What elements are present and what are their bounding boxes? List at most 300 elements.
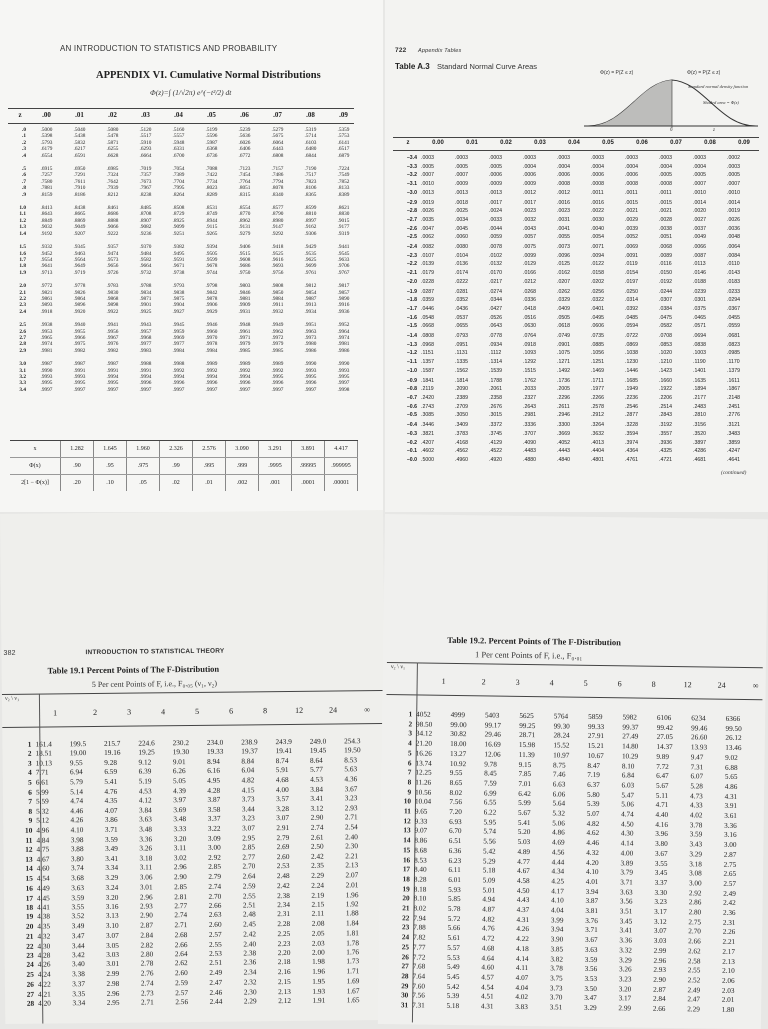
table-cell: .8365	[304, 191, 317, 198]
row-label: 24	[26, 960, 34, 970]
table-cell: .0392	[625, 305, 638, 312]
table-row	[395, 296, 761, 305]
table-cell: .0011	[625, 189, 638, 196]
table-cell: 18.00	[450, 740, 467, 749]
table-cell: .4562	[455, 448, 468, 455]
table-cell: 4.96	[36, 825, 50, 835]
table-cell: 2.99	[618, 1004, 632, 1013]
column-header: 24	[329, 705, 338, 715]
table-cell: 4.10	[70, 824, 84, 834]
table-cell: .0268	[523, 288, 536, 295]
table-cell: 3.29	[619, 955, 632, 965]
table-cell: .3446	[421, 422, 434, 429]
table-cell: 2.17	[722, 947, 736, 956]
table-cell: 4.28	[207, 785, 221, 795]
table-cell: 6.63	[552, 780, 566, 789]
table-cell: .9920	[73, 308, 86, 315]
table-cell: 2.81	[174, 891, 188, 901]
table-cell: .0170	[489, 270, 502, 277]
table-cell: .2389	[455, 394, 468, 401]
table-cell: .0102	[489, 252, 502, 259]
table-cell: 2.31	[277, 909, 291, 919]
table-cell: .9177	[337, 224, 350, 231]
table-cell: .5753	[337, 133, 350, 140]
table-cell: 3.20	[618, 984, 632, 994]
table-cell: 4.41	[37, 902, 50, 912]
table-cell: 12.25	[415, 768, 432, 777]
table-cell: 15.21	[587, 741, 604, 751]
axis-zero-label: 0	[670, 128, 673, 133]
table-cell: 161.4	[35, 739, 52, 749]
table-cell: .8461	[106, 205, 119, 212]
row-label: −2.7	[406, 216, 417, 223]
table-cell: 2.90	[173, 871, 187, 881]
table-cell: 13.46	[725, 743, 742, 753]
table-cell: .9994	[106, 374, 119, 380]
column-header: 4	[549, 678, 554, 688]
table-cell: .0104	[455, 252, 468, 259]
table-cell: .9842	[205, 289, 218, 296]
table-cell: .9988	[139, 361, 152, 368]
table-cell: .9616	[271, 256, 284, 263]
table-cell: 2.80	[688, 908, 702, 917]
table-cell: 4.26	[37, 959, 51, 969]
table-cell: 5.09	[482, 876, 496, 885]
table-cell: .0129	[523, 261, 536, 268]
table-cell: 4.58	[517, 876, 530, 886]
table-cell: 4.94	[482, 895, 496, 904]
table-title: Table A.3	[395, 62, 430, 71]
table-cell: 2.85	[242, 842, 256, 852]
table-cell: .02	[160, 475, 193, 491]
table-cell: .1587	[421, 367, 434, 374]
table-cell: 4.00	[620, 849, 634, 858]
table-cell: .9922	[106, 308, 119, 315]
table-cell: .0003	[421, 155, 434, 161]
table-cell: .9995	[106, 380, 119, 387]
table-cell: 4052	[416, 710, 431, 719]
table-cell: .4801	[591, 456, 604, 463]
table-cell: 2.34	[243, 967, 257, 977]
table-cell: 3.94	[550, 925, 564, 934]
table-title: Table 19.2. Percent Points of The F-Distribution	[447, 634, 621, 648]
table-cell: 2.01	[721, 996, 735, 1005]
row-label: −1.8	[406, 297, 417, 304]
table-cell: 4.46	[586, 838, 600, 848]
normal-area-table-body	[395, 154, 761, 465]
table-cell: 6366	[725, 714, 741, 723]
table-cell: .9896	[73, 302, 86, 309]
table-cell: .4325	[659, 448, 672, 455]
table-cell: .9987	[40, 361, 53, 368]
table-cell: .9989	[271, 361, 284, 368]
table-cell: .4404	[591, 448, 604, 455]
table-cell: .9991	[106, 367, 119, 374]
table-cell: 3.33	[173, 823, 187, 833]
table-cell: .8925	[172, 217, 185, 224]
table-cell: 18.51	[35, 748, 52, 759]
table-cell: 2.87	[140, 920, 154, 930]
table-cell: 6.22	[483, 808, 497, 817]
table-cell: 2.05	[311, 928, 325, 938]
table-cell: .9979	[238, 341, 251, 348]
running-head: INTRODUCTION TO STATISTICAL THEORY	[85, 647, 225, 657]
table-cell: .5517	[139, 133, 152, 140]
table-cell: .0222	[455, 278, 468, 285]
table-cell: 3.97	[173, 795, 187, 805]
table-cell: 4.50	[620, 820, 634, 829]
table-cell: .5199	[205, 127, 218, 133]
table-cell: .3050	[455, 412, 468, 419]
table-cell: 3.80	[655, 839, 668, 849]
table-cell: 99.37	[622, 723, 639, 732]
table-cell: 4.60	[36, 863, 50, 873]
table-cell: .0150	[659, 270, 672, 277]
table-cell: 5982	[622, 713, 637, 722]
row-label: 6	[407, 758, 412, 767]
table-cell: .0006	[625, 172, 638, 179]
table-cell: 2.78	[140, 958, 154, 968]
table-cell: .9884	[271, 295, 284, 302]
table-cell: .0655	[455, 323, 468, 330]
table-cell: .9678	[205, 263, 218, 270]
table-cell: 13.93	[690, 743, 708, 752]
table-cell: 2.58	[687, 956, 701, 966]
table-cell: 2.24	[311, 880, 325, 890]
column-header: 24	[717, 680, 726, 690]
table-cell: 34.12	[415, 729, 433, 739]
table-cell: 27.49	[622, 732, 639, 741]
table-cell: 9.07	[414, 826, 428, 836]
running-head: Appendix Tables	[418, 48, 462, 54]
header-rule	[386, 694, 762, 700]
table-cell: .9608	[238, 256, 251, 263]
table-cell: .9830	[106, 289, 119, 296]
table-cell: 2.75	[688, 918, 702, 927]
table-cell: 2.95	[242, 833, 256, 843]
table-cell: 3.28	[276, 803, 290, 813]
table-cell: 2.32	[243, 977, 257, 987]
table-cell: 8.94	[207, 756, 220, 766]
table-cell: 2.55	[208, 939, 222, 949]
table-cell: .4247	[727, 448, 740, 455]
table-cell: .0028	[659, 216, 672, 223]
table-cell: 2.86	[688, 898, 702, 907]
table-cell: .0005	[727, 172, 740, 179]
column-header: 5	[195, 706, 200, 716]
table-cell: 4.68	[275, 774, 289, 784]
row-label: −3.2	[406, 172, 417, 179]
table-cell: .9394	[205, 244, 218, 251]
table-cell: .0217	[489, 278, 502, 285]
table-cell: 5.65	[724, 772, 738, 782]
table-cell: 2.64	[242, 871, 256, 881]
table-cell: .9857	[337, 289, 350, 296]
table-cell: .8849	[40, 217, 53, 224]
table-cell: .0037	[693, 225, 706, 232]
row-label: 3	[408, 729, 412, 738]
table-cell: .8389	[337, 191, 350, 198]
table-cell: .0017	[523, 199, 536, 206]
row-label: 1.1	[19, 211, 26, 218]
table-cell: .7995	[172, 185, 185, 192]
table-cell: .2296	[557, 394, 570, 401]
table-cell: .9772	[40, 283, 53, 290]
table-row	[395, 314, 761, 323]
table-cell: .8078	[271, 185, 284, 192]
table-cell: 8.18	[413, 885, 427, 894]
table-cell: .3783	[455, 430, 468, 437]
table-cell: .0582	[659, 323, 672, 330]
table-cell: 5.74	[483, 827, 496, 837]
table-cell: 16.69	[484, 740, 501, 749]
table-cell: 5625	[519, 711, 534, 721]
table-cell: 3.05	[106, 940, 119, 950]
table-cell: .0005	[693, 172, 706, 179]
table-cell: 4999	[450, 710, 466, 720]
table-cell: 5.39	[586, 800, 600, 809]
table-cell: 4.74	[70, 796, 84, 806]
table-cell: 6.39	[138, 766, 152, 776]
table-cell: .9953	[40, 328, 53, 335]
table-cell: 3.16	[724, 831, 737, 840]
table-cell: .6736	[205, 152, 218, 159]
critical-values-table	[10, 440, 358, 491]
table-cell: .8599	[304, 205, 317, 212]
table-cell: 3.44	[241, 804, 255, 814]
table-cell: 28.71	[519, 731, 536, 740]
table-cell: .0749	[557, 333, 570, 340]
table-cell: 2.60	[208, 919, 222, 929]
table-cell: 6.03	[621, 781, 635, 790]
table-cell: 3.74	[70, 863, 84, 873]
table-row	[395, 180, 761, 189]
table-cell: .9964	[337, 328, 350, 335]
table-cell: 3.63	[584, 945, 598, 954]
table-cell: 2.38	[243, 948, 257, 958]
table-cell: .1685	[625, 377, 638, 384]
table-cell: .90	[61, 458, 94, 474]
table-cell: .1736	[557, 377, 570, 384]
table-cell: .0017	[489, 199, 502, 206]
table-cell: 3.47	[584, 994, 597, 1003]
table-cell: 30.82	[450, 730, 467, 739]
table-cell: 4.75	[36, 844, 50, 855]
table-subtitle: 5 Per cent Points of F, i.e., F₀.₀₅ (ν₁, ν₂)	[91, 678, 218, 690]
table-cell: .0158	[591, 270, 604, 277]
table-cell: .0030	[591, 216, 604, 223]
table-cell: 5.78	[447, 904, 461, 914]
column-header: .04	[174, 111, 183, 119]
column-header: 12	[295, 705, 304, 715]
table-cell: .6368	[205, 146, 218, 153]
formula: Φ(z)=∫ (1/√2π) e^(−t²/2) dt	[150, 88, 232, 97]
table-cell: 5403	[484, 711, 500, 720]
table-cell: .2810	[693, 412, 706, 419]
table-cell: 2.51	[242, 900, 256, 910]
table-cell: 3.47	[71, 931, 85, 941]
table-cell: .0197	[625, 278, 638, 285]
table-cell: .1151	[421, 350, 434, 357]
table-cell: 2.03	[721, 986, 735, 995]
table-cell: 4.02	[515, 993, 529, 1002]
table-cell: 2.29	[311, 870, 324, 880]
table-cell: 15.52	[553, 741, 570, 750]
table-cell: 4.31	[516, 915, 530, 924]
table-cell: 4.01	[585, 877, 599, 886]
row-label: −2.8	[406, 208, 417, 215]
table-cell: 4.53	[138, 786, 152, 796]
table-cell: .0322	[591, 297, 604, 304]
table-cell: 2.07	[345, 869, 359, 880]
table-cell: 3.37	[72, 979, 86, 989]
table-cell: .0023	[557, 208, 570, 215]
table-cell: 2.55	[687, 966, 701, 975]
table-cell: .5319	[304, 127, 317, 133]
table-cell: 5.56	[483, 837, 496, 846]
table-cell: .2546	[625, 403, 638, 410]
table-cell: .4052	[557, 439, 570, 446]
table-cell: .9997	[337, 380, 350, 387]
table-cell: .9988	[172, 361, 185, 368]
table-cell: .5596	[205, 133, 218, 140]
table-cell: .0239	[693, 288, 706, 295]
table-cell: .0853	[659, 341, 672, 348]
table-cell: .9961	[238, 328, 251, 335]
table-cell: 19.16	[104, 748, 121, 758]
table-cell: 238.9	[241, 737, 258, 747]
row-label: −2.9	[406, 199, 417, 206]
row-label: 14	[25, 863, 33, 874]
table-cell: .8508	[172, 205, 185, 212]
table-cell: .9985	[238, 347, 251, 354]
table-cell: .8159	[40, 191, 53, 198]
table-cell: .6026	[238, 139, 251, 146]
table-cell: .2981	[523, 412, 536, 419]
table-cell: 5.28	[690, 782, 703, 791]
table-cell: .0051	[659, 234, 672, 241]
table-cell: .0009	[489, 181, 502, 188]
row-label: .5	[22, 166, 26, 173]
table-cell: 2.96	[173, 862, 187, 872]
table-cell: .975	[127, 458, 160, 474]
table-cell: .9162	[304, 224, 317, 231]
table-cell: .6443	[271, 146, 284, 153]
table-cell: .3483	[727, 430, 740, 437]
table-cell: .9971	[238, 334, 251, 341]
table-cell: 9.89	[656, 752, 670, 761]
table-cell: .9131	[238, 224, 251, 231]
table-cell: .0274	[489, 288, 502, 295]
table-cell: 2.82	[140, 939, 154, 950]
table-row	[395, 377, 761, 386]
table-cell: .7910	[73, 185, 86, 192]
table-cell: .9719	[73, 269, 86, 276]
column-header: 0.01	[466, 140, 478, 146]
table-cell: .6103	[304, 139, 317, 146]
table-cell: .6554	[40, 152, 53, 159]
table-cell: .9633	[337, 256, 350, 263]
table-cell: .0043	[523, 225, 536, 232]
table-cell: .0188	[693, 278, 706, 285]
table-cell: .7642	[106, 178, 119, 185]
table-cell: .3520	[693, 430, 706, 437]
column-header: .01	[75, 111, 84, 119]
table-cell: 6.42	[518, 789, 531, 798]
table-cell: 5.66	[447, 924, 461, 933]
table-cell: .1469	[591, 367, 604, 374]
row-label: 1.0	[19, 205, 26, 212]
row-label: −0.9	[406, 377, 417, 384]
table-cell: 2.45	[243, 919, 256, 929]
table-cell: 2.77	[174, 900, 188, 911]
table-cell: .0475	[659, 314, 672, 321]
table-cell: 4.31	[480, 1002, 494, 1011]
table-cell: .1271	[557, 359, 570, 366]
table-cell: .9966	[73, 334, 86, 341]
table-cell: 5.06	[621, 800, 634, 809]
table-cell: 99.46	[691, 723, 708, 733]
table-cell: 2.60	[174, 967, 188, 977]
table-cell: 8.45	[484, 769, 497, 778]
table-cell: .9972	[271, 334, 284, 341]
table-row	[395, 322, 761, 331]
table-cell: 7.72	[412, 953, 426, 962]
table-cell: 1.69	[346, 976, 360, 986]
table-cell: .3156	[693, 422, 706, 429]
table-cell: 8.86	[414, 836, 428, 845]
table-cell: 3.35	[72, 988, 86, 998]
row-label: 8	[407, 778, 412, 787]
table-cell: 3.82	[550, 954, 563, 964]
table-cell: .0010	[421, 181, 434, 188]
table-cell: 4.00	[275, 785, 289, 795]
table-cell: .0089	[659, 252, 672, 259]
table-cell: 6.47	[656, 772, 669, 781]
table-cell: 5.67	[655, 781, 669, 790]
table-cell: .4960	[455, 456, 468, 463]
table-cell: 3.11	[173, 843, 187, 853]
row-label: 3.3	[19, 380, 26, 387]
table-cell: .0040	[591, 225, 604, 232]
table-cell: 3.53	[584, 974, 598, 983]
table-cell: .8790	[271, 211, 284, 218]
table-cell: .9962	[271, 328, 284, 335]
table-cell: .9868	[106, 295, 119, 302]
table-cell: 13.74	[415, 758, 432, 768]
table-cell: 14.80	[622, 742, 639, 751]
table-cell: 4.67	[36, 854, 50, 864]
table-cell: 7.31	[412, 1001, 425, 1010]
table-cell: .0179	[421, 270, 434, 277]
table-cell: 3.57	[276, 794, 289, 804]
table-cell: 99.42	[656, 723, 674, 732]
table-cell: 4.82	[586, 819, 600, 828]
table-cell: .9207	[73, 230, 86, 237]
column-header: 8	[263, 706, 268, 716]
table-cell: .0041	[557, 225, 570, 232]
row-label: 3.0	[19, 361, 26, 368]
table-cell: .0004	[557, 163, 570, 170]
table-cell: .0495	[591, 314, 604, 321]
table-cell: .9997	[139, 386, 152, 393]
row-label: .9	[22, 191, 26, 198]
table-cell: .9015	[337, 217, 350, 224]
row-label: .0	[22, 127, 26, 133]
table-cell: .7190	[304, 166, 317, 173]
table-cell: 1.96	[345, 889, 359, 899]
table-cell: .0344	[489, 297, 502, 304]
